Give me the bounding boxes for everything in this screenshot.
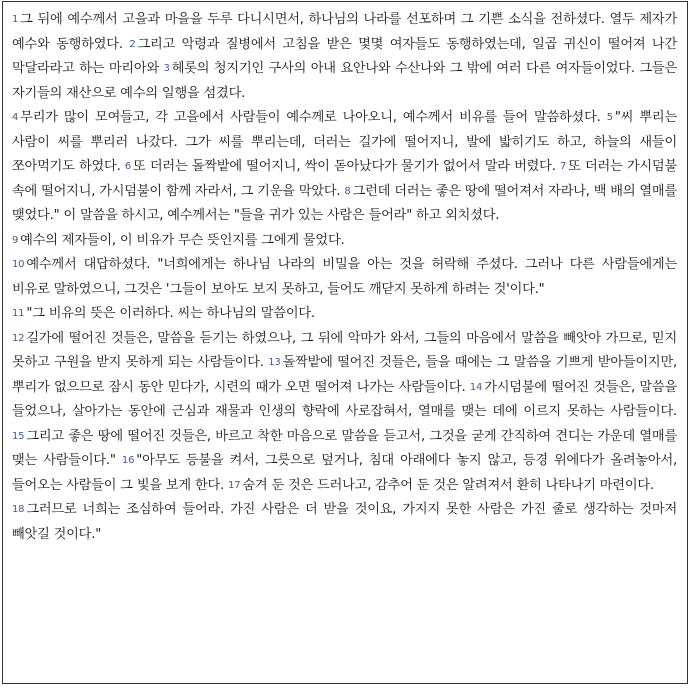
verse-text: 숨겨 둔 것은 드러나고, 감추어 둔 것은 알려져서 환히 나타나기 마련이다. — [242, 477, 654, 493]
verse-text: 또 더러는 가시덤불 속에 떨어지니, 가시덤불이 함께 자라서, 그 기운을 막았다. — [12, 159, 678, 199]
verse-text: 예수께서 대답하셨다. "너희에게는 하나님 나라의 비밀을 아는 것을 허락해 주셨다. 그러나 다른 사람들에게는 비유로 말하였으니, 그것은 '그들이 보아도 보지 못하고, 들어도 깨닫지 못하게 하려는 것'이다." — [12, 257, 677, 297]
paragraph — [12, 253, 677, 302]
paragraph — [12, 302, 677, 327]
verse-number: 17 — [228, 479, 241, 491]
verse-text: "그 비유의 뜻은 이러하다. 씨는 하나님의 말씀이다. — [26, 306, 315, 321]
verse-number: 2 — [129, 38, 136, 50]
verse-number: 8 — [344, 185, 351, 197]
verse-number: 4 — [12, 112, 19, 123]
paragraph — [12, 229, 677, 254]
verse-text: 가시덤불에 떨어진 것들은, 말씀을 들었으나, 살아가는 동안에 근심과 재물과 인생의 향락에 사로잡혀서, 열매를 맺는 데에 이르지 못하는 사람들이다. — [12, 379, 678, 419]
verse-text: 그리고 악령과 질병에서 고침을 받은 몇몇 여자들도 동행하였는데, 일곱 귀신이 떨어져 나간 막달라라고 하는 마리아와 — [12, 36, 677, 76]
verse-text: 그 뒤에 예수께서 고을과 마을을 두루 다니시면서, 하나님의 나라를 선포하며 그 기쁜 소식을 전하셨다. 열두 제자가 예수와 동행하였다. — [12, 12, 677, 52]
verse-text: "씨 뿌리는 사람이 씨를 뿌리러 나갔다. 그가 씨를 뿌리는데, 더러는 길가에 떨어지니, 발에 밟히기도 하고, 하늘의 새들이 쪼아먹기도 하였다. — [12, 110, 678, 174]
verse-text: 그리고 좋은 땅에 떨어진 것들은, 바르고 착한 마음으로 말씀을 듣고서, 그것을 굳게 간직하여 견디는 가운데 열매를 맺는 사람들이다." — [12, 428, 677, 468]
verse-text: 무리가 많이 모여들고, 각 고을에서 사람들이 예수께로 나아오니, 예수께서 비유를 들어 말씀하셨다. — [20, 110, 601, 125]
verse-text: 헤롯의 청지기인 구사의 아내 요안나와 수산나와 그 밖에 여러 다른 여자들이었다. 그들은 자기들의 재산으로 예수의 일행을 섬겼다. — [12, 61, 677, 101]
verse-number: 15 — [12, 430, 25, 442]
paragraph — [12, 8, 677, 106]
verse-number: 1 — [12, 14, 19, 25]
verse-text: "아무도 등불을 켜서, 그릇으로 덮거나, 침대 아래에다 놓지 않고, 등경 위에다가 올려놓아서, 들어오는 사람들이 그 빛을 보게 한다. — [12, 453, 678, 493]
verse-number: 10 — [12, 259, 25, 270]
verse-number: 7 — [559, 161, 567, 172]
paragraph — [12, 498, 677, 547]
verse-text: 그런데 더러는 좋은 땅에 떨어져서 자라나, 백 배의 열매를 맺었다." 이 말씀을 하시고, 예수께서는 "들을 귀가 있는 사람은 들어라" 하고 외치셨다. — [12, 183, 678, 223]
verse-number: 3 — [163, 63, 170, 74]
verse-number: 12 — [12, 332, 25, 344]
verse-text: 길가에 떨어진 것들은, 말씀을 듣기는 하였으나, 그 뒤에 악마가 와서, 그들의 마음에서 말씀을 빼앗아 가므로, 믿지 못하고 구원을 받지 못하게 되는 사람들이다. — [12, 330, 677, 370]
verse-text: 그러므로 너희는 조심하여 들어라. 가진 사람은 더 받을 것이요, 가지지 못한 사람은 가진 줄로 생각하는 것마저 빼앗길 것이다." — [12, 502, 677, 542]
passage-body — [12, 8, 677, 547]
verse-number: 11 — [12, 308, 25, 319]
paragraph — [12, 106, 677, 229]
verse-text: 예수의 제자들이, 이 비유가 무슨 뜻인지를 그에게 물었다. — [20, 232, 345, 248]
verse-text: 또 더러는 돌짝밭에 떨어지니, 싹이 돋아났다가 물기가 없어서 말라 버렸다. — [133, 159, 556, 174]
verse-text: 돌짝밭에 떨어진 것들은, 들을 때에는 그 말씀을 기쁘게 받아들이지만, 뿌리가 없으므로 잠시 동안 믿다가, 시련의 때가 오면 떨어져 나가는 사람들이다. — [12, 355, 678, 395]
scripture-passage-box — [2, 1, 688, 684]
paragraph — [12, 327, 677, 499]
verse-number: 18 — [12, 504, 25, 515]
verse-number: 9 — [12, 234, 19, 246]
verse-number: 6 — [124, 161, 132, 172]
verse-number: 5 — [606, 112, 613, 123]
verse-number: 16 — [121, 455, 135, 466]
verse-number: 13 — [268, 357, 281, 368]
verse-number: 14 — [469, 381, 483, 393]
